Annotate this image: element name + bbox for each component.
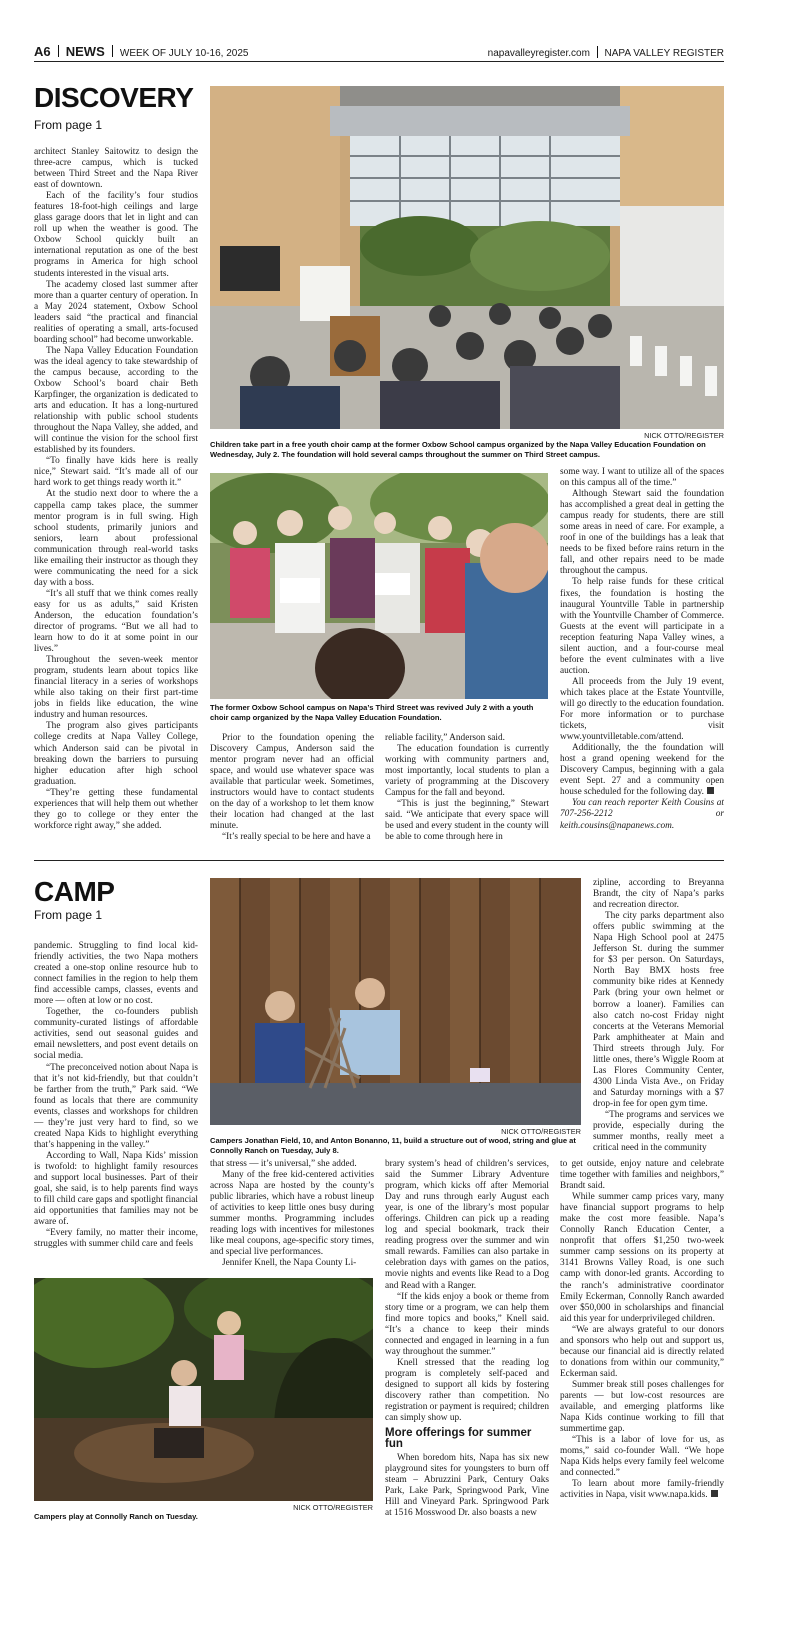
paragraph: “We are always grateful to our donors and sponsors who help out and support us, because our financial aid is directly related to donations from within our community,” Eckerman said. bbox=[560, 1324, 724, 1379]
discovery-photo1-caption: Children take part in a free youth choir camp at the former Oxbow School campus organized by the Napa Valley Education Foundation on Wednesday, July 2. The foundation will hold several camps throughout the summer on Third Street campus. bbox=[210, 440, 706, 459]
paragraph: brary system’s head of children’s services, said the Summer Library Adventure program, which kicks off after Memorial Day and runs through early August each year, is one of the library’s most popular offerings. Children can pick up a reading log and special bookmark, track their reading progress over the summer and win small rewards. Families can also partake in celebration days with games on the patios, movie nights and events like Read to a Dog and Read with a Ranger. bbox=[385, 1159, 549, 1291]
section-divider bbox=[34, 860, 724, 861]
camp-photo1-credit: NICK OTTO/REGISTER bbox=[501, 1127, 581, 1136]
closing-text: Additionally, the the foundation will host a grand opening weekend for the Discovery Campus, beginning with a gala event Sept. 27 and a community open house scheduled for the following day. bbox=[560, 743, 724, 798]
page-number: A6 bbox=[34, 44, 51, 59]
paragraph: Many of the free kid-centered activities across Napa are hosted by the county’s public libraries, which have a robust lineup of activities to keep little ones busy during summer months. Programming includes reading logs with incentives for milestones like meal coupons, age-specific story times, and special live performances. bbox=[210, 1170, 374, 1258]
paragraph: “This is a labor of love for us, as moms,” said co-founder Wall. “We hope Napa Kids helps every family feel welcome and connected.” bbox=[560, 1435, 724, 1479]
camp-photo2-caption: Campers play at Connolly Ranch on Tuesday. bbox=[34, 1512, 198, 1521]
paragraph: to get outside, enjoy nature and celebrate time together with families and neighbors,” Brandt said. bbox=[560, 1159, 724, 1192]
camp-column-2 bbox=[210, 1159, 374, 1273]
discovery-column-4 bbox=[560, 467, 724, 847]
paragraph: “It’s all stuff that we think comes really easy for us as adults,” said Kristen Anderson, the education foundation’s director of programs. “But we all had to learn how to do it at some point in our lives.” bbox=[34, 588, 198, 655]
end-mark-icon bbox=[711, 1490, 718, 1497]
paragraph: “It’s really special to be here and have a bbox=[222, 832, 371, 843]
paragraph: zipline, according to Breyanna Brandt, the city of Napa’s parks and recreation director. bbox=[593, 878, 724, 911]
discovery-photo2-caption: The former Oxbow School campus on Napa’s Third Street was revived July 2 with a youth choir camp organized by the Napa Valley Education Foundation. bbox=[210, 703, 534, 722]
paragraph: The program also gives participants college credits at Napa Valley College, which Anderson said can be pivotal in breaking down the barriers to pursuing higher education after high school graduation. bbox=[34, 721, 198, 787]
paragraph: Jennifer Knell, the Napa County Li- bbox=[222, 1258, 357, 1269]
camp-jump-line: From page 1 bbox=[34, 908, 103, 922]
discovery-column-2 bbox=[210, 733, 374, 843]
paragraph bbox=[560, 743, 724, 798]
discovery-headline: DISCOVERY bbox=[34, 82, 194, 113]
paragraph: Prior to the foundation opening the Discovery Campus, Anderson said the mentor program never had an official space, and would use whatever space was available that particular week. Sometimes, instructors would have to contact students on the day of a workshop to let them know their location had changed at the last minute. bbox=[210, 733, 374, 832]
website-link[interactable]: napavalleyregister.com bbox=[487, 48, 590, 59]
camp-column-1 bbox=[34, 941, 198, 1273]
paragraph: Each of the facility’s four studios features 18-foot-high ceilings and large glass garage doors that let in light and can roll up when the weather is good. The Oxbow School quickly built an international reputation as one of the best programs in America for high school students interested in the visual arts. bbox=[34, 191, 198, 279]
end-mark-icon bbox=[707, 787, 714, 794]
paragraph: that stress — it’s universal,” she added. bbox=[210, 1159, 357, 1169]
camp-column-4 bbox=[560, 1159, 724, 1529]
issue-date: WEEK OF JULY 10-16, 2025 bbox=[119, 48, 249, 59]
paragraph: “They’re getting these fundamental experiences that will help them out whether they go to college or they enter the workforce right away,” she added. bbox=[34, 787, 198, 831]
paper-name: NAPA VALLEY REGISTER bbox=[604, 48, 724, 59]
paragraph: At the studio next door to where the a cappella camp takes place, the summer mentor program is in full swing. High school students, primarily juniors and seniors, learn about professional communication through real-world tasks like emailing their instructor as though they were communicating the need for a sick day with a boss. bbox=[34, 489, 198, 588]
discovery-photo1-credit: NICK OTTO/REGISTER bbox=[644, 431, 724, 440]
camp-photo1-caption: Campers Jonathan Field, 10, and Anton Bonanno, 11, build a structure out of wood, string and glue at Connolly Ranch on Tuesday, July 8. bbox=[210, 1136, 576, 1155]
header-rule bbox=[34, 61, 724, 62]
discovery-jump-line: From page 1 bbox=[34, 118, 103, 132]
paragraph: Although Stewart said the foundation has accomplished a great deal in getting the campus ready for students, there are still some areas in need of care. For example, a roof in one of the buildings has a leak that needs to be fixed before rains return in the fall, and other repairs need to be made throughout the campus. bbox=[560, 489, 724, 577]
paragraph: “To finally have kids here is really nice,” Stewart said. “It’s made all of our hard work to get things ready worth it.” bbox=[34, 456, 198, 489]
camp-photo-playing bbox=[34, 1278, 373, 1501]
paragraph: To help raise funds for these critical fixes, the foundation is hosting the inaugural Yountville Table in partnership with the Yountville Chamber of Commerce. Guests at the event will participate in a reception featuring Napa Valley wines, a silent auction, and a four-course meal before the event culminates with a live auction. bbox=[560, 577, 724, 676]
paragraph: The city parks department also offers public swimming at the Napa High School pool at 2475 Jefferson St. during the summer for $3 per person. On Saturdays, North Bay BMX hosts free community bike rides at Kennedy Park (bring your own helmet or borrow a loaner). Families can also catch no-cost Friday night concerts at the Veterans Memorial Park amphitheater at Main and Third streets through July. For little ones, there’s Wiggle Room at Las Flores Community Center, 4300 Linda Vista Ave., on Friday and Saturday mornings with a $7 drop-in fee for open gym time. bbox=[593, 911, 724, 1109]
closing-text: To learn about more family-friendly activities in Napa, visit www.napa.kids. bbox=[560, 1479, 724, 1501]
camp-photo2-credit: NICK OTTO/REGISTER bbox=[293, 1503, 373, 1512]
camp-headline: CAMP bbox=[34, 876, 115, 907]
paragraph: “Every family, no matter their income, struggles with summer child care and feels bbox=[34, 1228, 198, 1250]
section-label: NEWS bbox=[65, 44, 105, 59]
discovery-photo-studio bbox=[210, 86, 724, 429]
camp-column-3 bbox=[385, 1159, 549, 1525]
reporter-tagline: You can reach reporter Keith Cousins at 707-256-2212 or keith.cousins@napanews.com. bbox=[560, 798, 724, 831]
paragraph: reliable facility,” Anderson said. bbox=[385, 733, 505, 743]
paragraph: Summer break still poses challenges for parents — but low-cost resources are available, and emerging platforms like Napa Kids continue working to fill that summertime gap. bbox=[560, 1379, 724, 1435]
paragraph: some way. I want to utilize all of the spaces on this campus all of the time.” bbox=[560, 467, 724, 489]
paragraph: The education foundation is currently working with community partners and, most importantly, local students to plan a variety of programming at the Discovery Campus for the fall and beyond. bbox=[385, 744, 549, 799]
paragraph: “If the kids enjoy a book or theme from story time or a program, we can help them find more topics and books,” Knell said. “It’s a chance to keep their minds connected and engaged in learning in a fun way throughout the summer.” bbox=[385, 1291, 549, 1357]
paragraph: Together, the co-founders publish community-curated listings of affordable activities, send out seasonal guides and email newsletters, and post event details on social media. bbox=[34, 1007, 198, 1062]
paragraph: architect Stanley Saitowitz to design the three-acre campus, which is tucked between Third Street and the Napa River east of downtown. bbox=[34, 147, 198, 191]
paragraph: When boredom hits, Napa has six new playground sites for youngsters to burn off steam – Abruzzini Park, Century Oaks Park, Lake Park, Springwood Park, Vine Hill and Vineyard Park. Springwood Park at 1516 Mosswood Dr. also boasts a new bbox=[385, 1453, 549, 1519]
paragraph: The Napa Valley Education Foundation was the ideal agency to take stewardship of the campus because, according to the Oxbow School’s board chair Beth Karpfinger, the organization is dedicated to arts and education. It has a long-nurtured relationship with public school students throughout the Napa Valley, she added, and will continue the vision for the school first established by its founders. bbox=[34, 345, 198, 456]
discovery-column-3 bbox=[385, 733, 549, 843]
paragraph bbox=[560, 1479, 724, 1501]
paragraph: The academy closed last summer after more than a quarter century of operation. In a May 2024 statement, Oxbow School leaders said “the practical and financial realities of operating a small, arts-focused boarding school” had become unworkable. bbox=[34, 279, 198, 345]
camp-photo-builders bbox=[210, 878, 581, 1125]
paragraph: Throughout the seven-week mentor program, students learn about topics like financial literacy in a series of workshops while also taking on their first part-time jobs in fields like education, the wine industry and human resources. bbox=[34, 655, 198, 721]
discovery-column-1 bbox=[34, 147, 198, 842]
section-subhead: More offerings for summer fun bbox=[385, 1427, 532, 1451]
paragraph: pandemic. Struggling to find local kid-friendly activities, the two Napa mothers created a one-stop online resource hub to connect families in the region to help them find accessible camps, classes, events and more — often at low or no cost. bbox=[34, 941, 198, 1007]
page-header bbox=[34, 44, 724, 60]
paragraph: According to Wall, Napa Kids’ mission is twofold: to highlight family resources and support local businesses. Part of their goal, she said, is to help parents find ways to fill child care gaps and spotlight financial aid opportunities that families may not be aware of. bbox=[34, 1150, 198, 1228]
paragraph: “The preconceived notion about Napa is that it’s not kid-friendly, but that couldn’t be farther from the truth,” Park said. “We found as locals that there are community events, classes and workshops for children — they’re just very hard to find, so we created Napa Kids to highlight everything that’s happening in the valley.” bbox=[34, 1062, 198, 1150]
paragraph: All proceeds from the July 19 event, which takes place at the Estate Yountville, will go directly to the education foundation. For more information or to purchase tickets, visit www.yountvilletable.com/attend. bbox=[560, 676, 724, 743]
discovery-photo-choir bbox=[210, 473, 548, 699]
paragraph: “The programs and services we provide, especially during the summer months, really meet a critical need in the community bbox=[593, 1109, 724, 1154]
paragraph: “This is just the beginning,” Stewart said. “We anticipate that every space will be used and every student in the county will be able to come through here in bbox=[385, 799, 549, 843]
camp-column-4-top bbox=[593, 878, 724, 1158]
paragraph: While summer camp prices vary, many have financial support programs to help make the cost more feasible. Napa’s Connolly Ranch Education Center, a nonprofit that offers $1,250 two-week summer camp sessions on its property at 3141 Browns Valley Road, is one such camp with donor-led grants. According to the ranch’s administrative coordinator Emily Eckerman, Connolly Ranch awarded over $50,000 in scholarships and financial aid this year for underprivileged children. bbox=[560, 1192, 724, 1324]
paragraph: Knell stressed that the reading log program is completely self-paced and designed to support all kids by fostering discovery rather than competition. No registration or payment is required; children can simply show up. bbox=[385, 1357, 549, 1424]
